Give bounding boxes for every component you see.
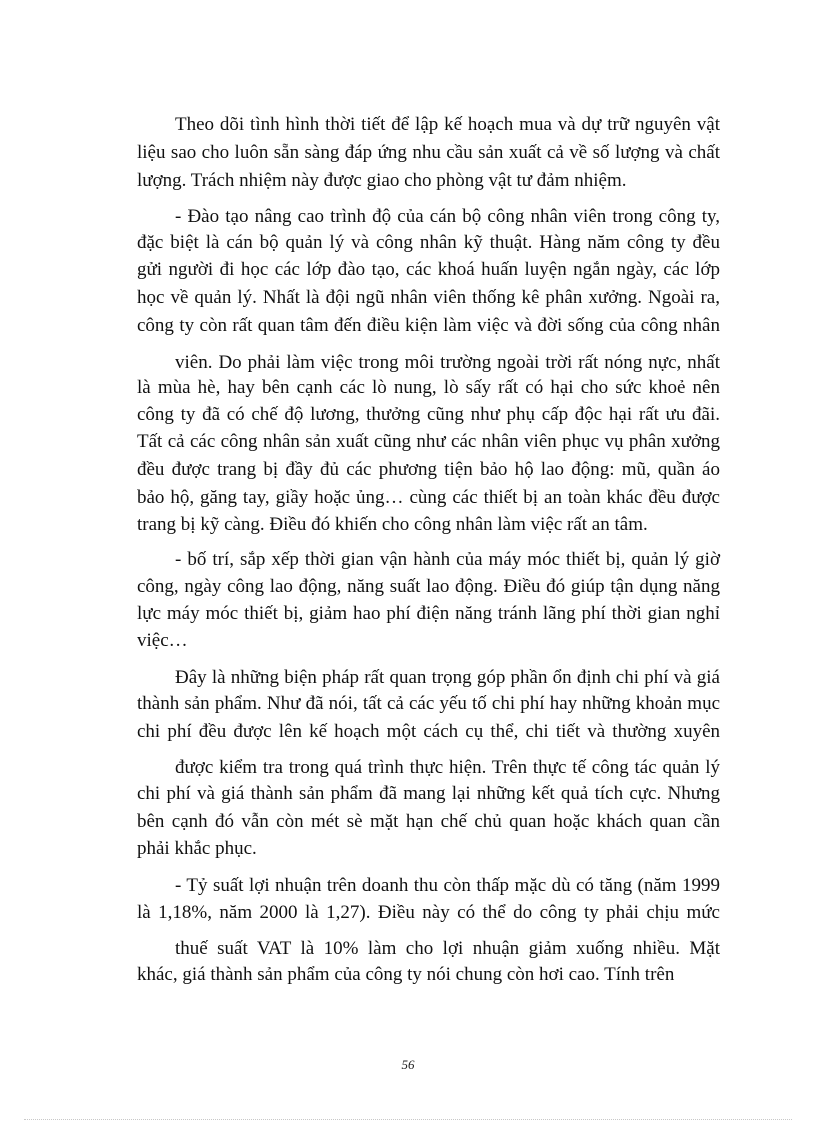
text-line: học về quản lý. Nhất là đội ngũ nhân viên thống kê phân xưởng. Ngoài ra, [137,287,720,308]
text-line: chi phí và giá thành sản phẩm đã mang lại những kết quả tích cực. Nhưng [137,783,720,804]
text-line: Theo dõi tình hình thời tiết để lập kế hoạch mua và dự trữ nguyên vật [175,114,720,135]
text-line: liệu sao cho luôn sẵn sàng đáp ứng nhu cầu sản xuất cả về số lượng và chất [137,142,720,163]
text-line: được kiểm tra trong quá trình thực hiện. Trên thực tế công tác quản lý [175,757,720,778]
text-line: là mùa hè, hay bên cạnh các lò nung, lò sấy rất có hại cho sức khoẻ nên [137,377,720,398]
text-line: khác, giá thành sản phẩm của công ty nói chung còn hơi cao. Tính trên [137,964,675,985]
text-line: công ty đã có chế độ lương, thưởng cũng như phụ cấp độc hại rất ưu đãi. [137,404,720,425]
text-line: bên cạnh đó vẫn còn mét sè mặt hạn chế chủ quan hoặc khách quan cần [137,811,720,832]
page-bottom-divider [24,1119,792,1120]
text-line: chi phí đều được lên kế hoạch một cách cụ thể, chi tiết và thường xuyên [137,721,720,742]
text-line: Đây là những biện pháp rất quan trọng góp phần ổn định chi phí và giá [175,667,720,688]
text-line: công ty còn rất quan tâm đến điều kiện làm việc và đời sống của công nhân [137,315,720,336]
text-line: bảo hộ, găng tay, giầy hoặc ủng… cùng các thiết bị an toàn khác đều được [137,487,720,508]
text-line: công, ngày công lao động, năng suất lao động. Điều đó giúp tận dụng năng [137,576,720,597]
text-line: việc… [137,630,188,651]
text-line: lượng. Trách nhiệm này được giao cho phòng vật tư đảm nhiệm. [137,170,627,191]
text-line: - bố trí, sắp xếp thời gian vận hành của máy móc thiết bị, quản lý giờ [175,549,720,570]
text-line: - Đào tạo nâng cao trình độ của cán bộ công nhân viên trong công ty, [175,206,720,227]
text-line: là 1,18%, năm 2000 là 1,27). Điều này có thể do công ty phải chịu mức [137,902,720,923]
text-line: Tất cả các công nhân sản xuất cũng như các nhân viên phục vụ phân xưởng [137,431,720,452]
text-line: - Tỷ suất lợi nhuận trên doanh thu còn thấp mặc dù có tăng (năm 1999 [175,875,720,896]
text-line: viên. Do phải làm việc trong môi trường ngoài trời rất nóng nực, nhất [175,352,720,373]
text-line: phải khắc phục. [137,838,257,859]
text-line: đều được trang bị đầy đủ các phương tiện bảo hộ lao động: mũ, quần áo [137,459,720,480]
page-number: 56 [401,1057,415,1072]
text-line: thuế suất VAT là 10% làm cho lợi nhuận giảm xuống nhiều. Mặt [175,938,720,959]
text-line: gửi người đi học các lớp đào tạo, các khoá huấn luyện ngắn ngày, các lớp [137,259,720,280]
text-line: đặc biệt là cán bộ quản lý và công nhân kỹ thuật. Hàng năm công ty đều [137,232,720,253]
text-line: thành sản phẩm. Như đã nói, tất cả các yếu tố chi phí hay những khoản mục [137,693,720,714]
text-line: trang bị kỹ càng. Điều đó khiến cho công nhân làm việc rất an tâm. [137,514,648,535]
text-line: lực máy móc thiết bị, giảm hao phí điện năng tránh lãng phí thời gian nghỉ [137,603,720,624]
